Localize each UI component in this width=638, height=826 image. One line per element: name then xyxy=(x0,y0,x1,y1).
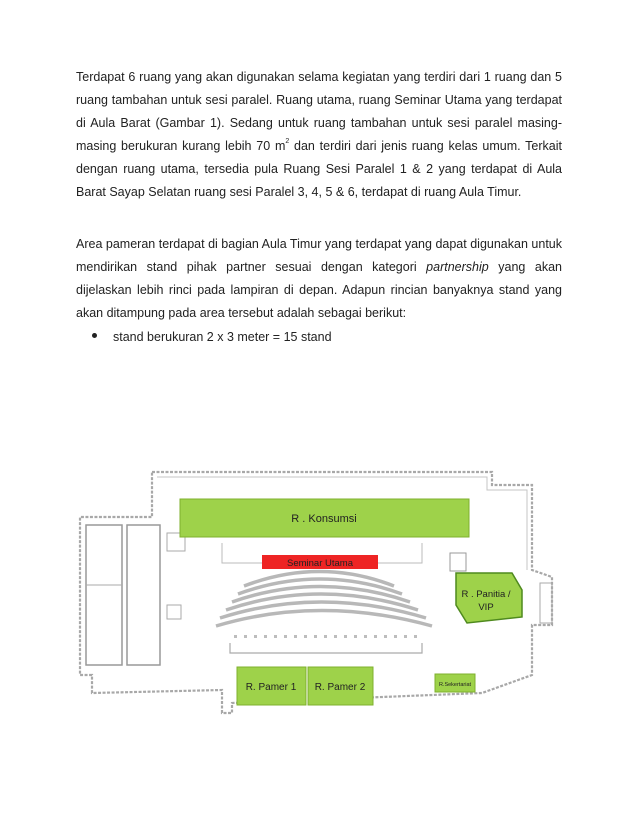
room-panitia-label-2: VIP xyxy=(478,602,494,613)
chair-row xyxy=(234,635,417,638)
stair-block xyxy=(450,553,466,571)
bullet-icon xyxy=(92,333,97,338)
paragraph-exhibition-text: Area pameran terdapat di bagian Aula Timur yang terdapat yang dapat digunakan untuk mendirikan stand pihak partner sesuai dengan kategori xyxy=(76,237,562,274)
bullet-item xyxy=(92,327,332,347)
paragraph-rooms-text: Terdapat 6 ruang yang akan digunakan selama kegiatan yang terdiri dari 1 ruang dan 5 ruang tambahan untuk sesi paralel. Ruang utama, ruang Seminar Utama yang terdapat di Aula Barat (Gambar 1). Sedang untuk ruang tambahan untuk sesi paralel masing-masing berukuran kurang lebih 70 m xyxy=(76,70,562,153)
room-sekretariat-label: R.Sekertariat xyxy=(438,682,472,688)
room-pamer-1-label: R. Pamer 1 xyxy=(245,682,297,693)
left-room-1 xyxy=(86,525,122,665)
superscript-2: 2 xyxy=(285,138,290,145)
room-konsumsi-label: R . Konsumsi xyxy=(291,513,357,525)
paragraph-rooms-text-cont: dan terdiri dari jenis ruang kelas umum. Terkait dengan ruang utama, tersedia pula Ruang Sesi Paralel 1 & 2 yang terdapat di Aula Barat Sayap Selatan ruang sesi Paralel 3, 4, 5 & 6, terdapat di ruang Aula Timur. xyxy=(76,139,562,199)
paragraph-exhibition xyxy=(76,233,562,325)
right-room xyxy=(540,583,552,623)
room-pamer-2-label: R. Pamer 2 xyxy=(314,682,366,693)
partnership-term: partnership xyxy=(426,260,489,274)
paragraph-exhibition-text-cont: yang akan dijelaskan lebih rinci pada lampiran di depan. Adapun rincian banyaknya stand yang akan ditampung pada area tersebut adalah sebagai berikut: xyxy=(76,260,562,320)
room-panitia-label-1: R . Panitia / xyxy=(461,589,511,600)
room-seminar-utama-label: Seminar Utama xyxy=(287,558,353,569)
stair-block xyxy=(167,605,181,619)
paragraph-rooms xyxy=(76,66,562,204)
left-room-2 xyxy=(127,525,160,665)
hall-lower-wall xyxy=(230,643,422,653)
floor-plan xyxy=(72,465,564,715)
bullet-text: stand berukuran 2 x 3 meter = 15 stand xyxy=(113,330,332,344)
seating-arcs xyxy=(216,572,432,627)
